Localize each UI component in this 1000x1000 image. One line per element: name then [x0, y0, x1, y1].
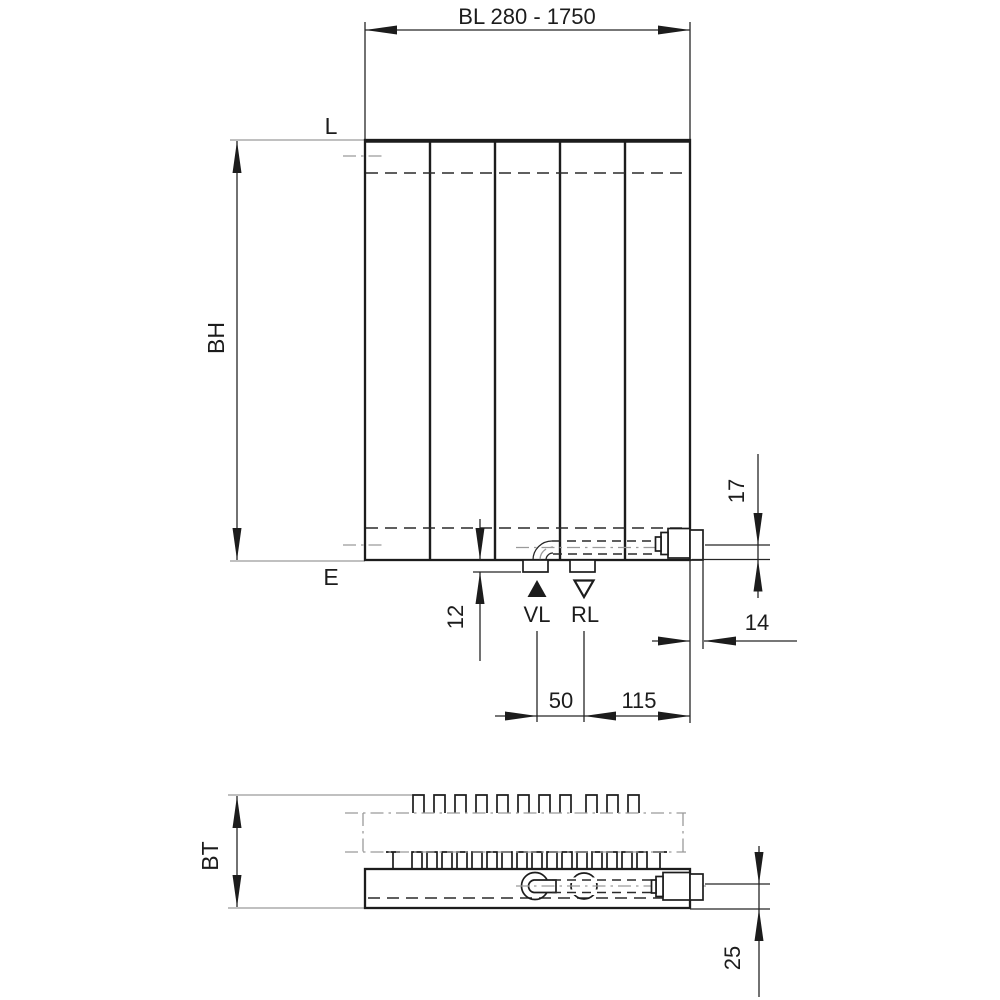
convector-fins-lower	[386, 852, 667, 869]
arrow-right-icon	[658, 26, 690, 35]
bottom-edge-label: E	[323, 564, 339, 590]
top-edge-label: L	[324, 113, 338, 139]
return-tab	[570, 560, 595, 572]
fin-row-lower-path	[386, 852, 667, 869]
return-triangle-icon	[575, 581, 594, 598]
dim-12-text: 12	[443, 604, 468, 630]
pipe-extension	[690, 530, 703, 560]
valve-fitting-tip	[656, 537, 662, 551]
section-valve-step	[656, 877, 663, 897]
radiator-body	[365, 140, 690, 560]
dim-25-text: 25	[720, 945, 745, 971]
supply-triangle-icon	[528, 580, 547, 597]
section-valve-tip	[652, 880, 657, 893]
return-label: RL	[570, 602, 600, 627]
fin-row-upper-path	[413, 795, 639, 813]
convector-boundary	[345, 813, 686, 852]
valve-fitting-step	[661, 533, 668, 555]
dim-bl	[365, 4, 690, 139]
dim-17	[692, 454, 770, 598]
arrow-left-icon	[365, 26, 397, 35]
dim-115-text: 115	[621, 688, 657, 713]
front-view	[203, 4, 797, 723]
bt-dim-text: BT	[197, 841, 223, 871]
dim-bh	[203, 141, 242, 560]
section-view	[197, 795, 770, 997]
dim-14	[652, 560, 797, 649]
valve-fitting	[668, 529, 690, 559]
dim-14-text: 14	[744, 610, 770, 635]
dim-17-text: 17	[724, 478, 749, 504]
bl-dim-text: BL 280 - 1750	[458, 4, 596, 29]
dim-25	[690, 846, 770, 997]
section-valve-fitting	[663, 873, 690, 901]
bh-dim-text: BH	[203, 322, 229, 354]
supply-tab	[523, 560, 548, 572]
dim-50-text: 50	[548, 688, 574, 713]
section-pipe-extension	[690, 874, 703, 900]
convector-fins-upper	[413, 795, 639, 813]
supply-label: VL	[523, 602, 551, 627]
